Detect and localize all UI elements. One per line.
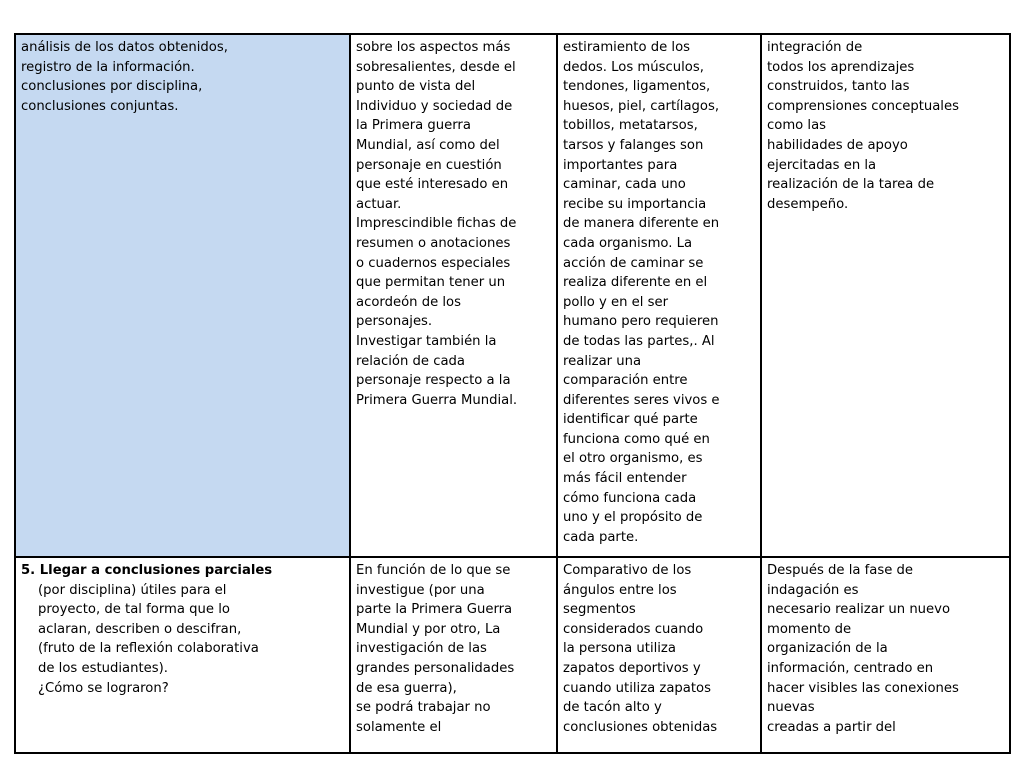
stage-description: (por disciplina) útiles para el proyecto, de tal forma que lo aclaran, describen o descifran, (fruto de la reflexión colaborativa de los estudiantes). ¿Cómo se lograron? xyxy=(38,582,259,696)
table-row xyxy=(15,557,1010,753)
history-cell xyxy=(350,557,557,753)
integration-text: Después de la fase de indagación es necesario realizar un nuevo momento de organización de la información, centrado en hacer visibles las conexiones nuevas creadas a partir del xyxy=(767,563,959,735)
stage-text: análisis de los datos obtenidos, registro de la información. conclusiones por disciplina, conclusiones conjuntas. xyxy=(21,40,228,114)
biology-cell xyxy=(557,34,761,557)
history-cell xyxy=(350,34,557,557)
integration-cell xyxy=(761,34,1010,557)
stage-title: 5. Llegar a conclusiones parciales xyxy=(21,563,273,578)
biology-text: estiramiento de los dedos. Los músculos, tendones, ligamentos, huesos, piel, cartílagos, tobillos, metatarsos, tarsos y falanges son importantes para caminar, cada uno recibe su importancia de manera diferente en cada organismo. La acción de caminar se realiza diferente en el pollo y en el ser humano pero requieren de todas las partes,. Al realizar una comparación entre diferentes seres vivos e identificar qué parte funciona como qué en el otro organismo, es más fácil entender cómo funciona cada uno y el propósito de cada parte. xyxy=(563,40,720,545)
stage-cell xyxy=(15,34,350,557)
biology-cell xyxy=(557,557,761,753)
history-text: En función de lo que se investigue (por una parte la Primera Guerra Mundial y por otro, La investigación de las grandes personalidades de esa guerra), se podrá trabajar no solamente el xyxy=(356,563,515,735)
integration-text: integración de todos los aprendizajes construidos, tanto las comprensiones conceptuales como las habilidades de apoyo ejercitadas en la realización de la tarea de desempeño. xyxy=(767,40,959,212)
table-row xyxy=(15,34,1010,557)
rubric-table xyxy=(14,33,1011,754)
biology-text: Comparativo de los ángulos entre los segmentos considerados cuando la persona utiliza zapatos deportivos y cuando utiliza zapatos de tacón alto y conclusiones obtenidas xyxy=(563,563,718,735)
history-text: sobre los aspectos más sobresalientes, desde el punto de vista del Individuo y sociedad de la Primera guerra Mundial, así como del personaje en cuestión que esté interesado en actuar. Imprescindible fichas de resumen o anotaciones o cuadernos especiales que permitan tener un acordeón de los personajes. Investigar también la relación de cada personaje respecto a la Primera Guerra Mundial. xyxy=(356,40,518,408)
integration-cell xyxy=(761,557,1010,753)
stage-cell xyxy=(15,557,350,753)
